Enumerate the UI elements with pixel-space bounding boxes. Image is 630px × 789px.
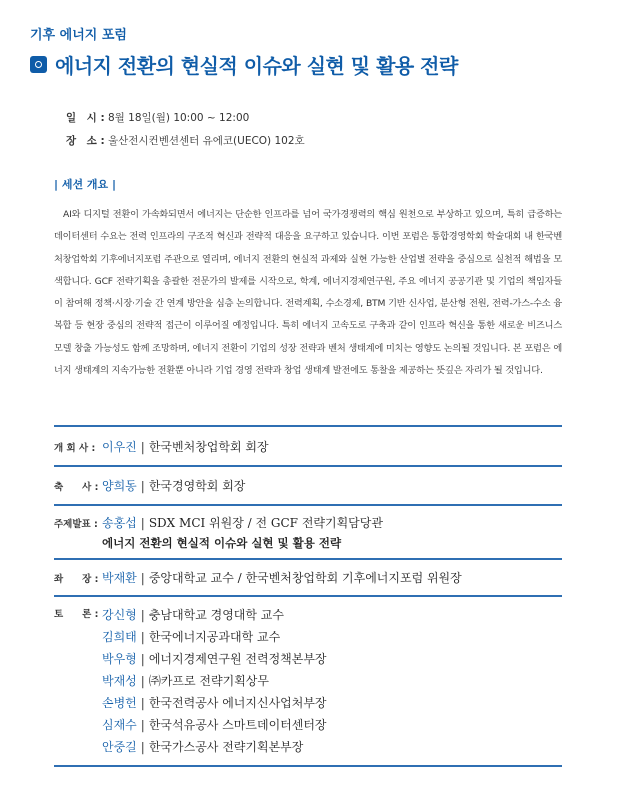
panelist-sep: |: [140, 608, 145, 622]
forum-category: 기후 에너지 포럼: [30, 28, 127, 43]
panel-member: [102, 672, 269, 689]
panelist-sep: |: [140, 740, 145, 754]
panelist-affiliation: 충남대학교 경영대학 교수: [148, 608, 284, 622]
host-role: 개 회 사 :: [54, 443, 96, 454]
panelist-affiliation: 한국가스공사 전략기획본부장: [148, 740, 304, 754]
panelist-sep: |: [140, 630, 145, 644]
panel-member: [102, 716, 327, 733]
panelist-name: 박우형: [102, 652, 137, 666]
chair-name: 박재환: [102, 571, 137, 585]
congrats-sep: |: [140, 479, 145, 493]
chair-sep: |: [140, 571, 145, 585]
keynote-role: 주제발표 :: [54, 519, 98, 530]
keynote-sep: |: [140, 516, 145, 530]
panelist-name: 안중길: [102, 740, 137, 754]
overview-text: AI와 디지털 전환이 가속화되면서 에너지는 단순한 인프라를 넘어 국가경쟁력의 핵심 원천으로 부상하고 있으며, 특히 급증하는 데이터센터 수요는 전력 인프라의 구조적 혁신과 전략적 대응을 요구하고 있습니다. 이번 포럼은 통합경영학회 학술대회 내 한국벤처창업학회 기후에너지포럼 주관으로 열리며, 에너지 전환의 현실적 과제와 실현 가능한 산업별 전략을 중심으로 실천적 해법을 모색합니다. GCF 전략기획을 총괄한 전문가의 발제를 시작으로, 학계, 에너지경제연구원, 주요 에너지 공공기관 및 기업의 책임자들이 참여해 정책·시장·기술 간 연계 방안을 심층 논의합니다. 전력계획, 수소경제, BTM 기반 신사업, 분산형 전원, 전력-가스-수소 융복합 등 현장 중심의 전략적 접근이 이루어질 예정입니다. 특히 에너지 고속도로 구축과 같이 인프라 혁신을 통한 새로운 비즈니스 모델 창출 가능성도 함께 조망하며, 에너지 전환이 기업의 성장 전략과 벤처 생태계에 미치는 영향도 논의될 것입니다. 본 포럼은 에너지 생태계의 지속가능한 전환뿐 아니라 기업 경영 전략과 창업 생태계 발전에도 통찰을 제공하는 뜻깊은 자리가 될 것입니다.: [54, 209, 562, 377]
congrats-role: 축 사 :: [54, 482, 99, 493]
event-venue: [66, 133, 305, 148]
chair-affiliation: 중앙대학교 교수 / 한국벤처창업학회 기후에너지포럼 위원장: [148, 571, 462, 585]
divider: [54, 558, 562, 560]
panelist-name: 강신형: [102, 608, 137, 622]
keynote-name: 송홍섭: [102, 516, 137, 530]
panelist-sep: |: [140, 696, 145, 710]
panelist-affiliation: 에너지경제연구원 전력정책본부장: [148, 652, 327, 666]
event-date: [66, 110, 249, 125]
keynote-row: [54, 514, 383, 531]
keynote-topic: 에너지 전환의 현실적 이슈와 실현 및 활용 전략: [102, 536, 342, 550]
host-name: 이우진: [102, 440, 137, 454]
panelist-name: 김희태: [102, 630, 137, 644]
date-label: 일 시 :: [66, 112, 105, 124]
panelist-name: 박재성: [102, 674, 137, 688]
congrats-row: [54, 477, 245, 494]
venue-value: 울산전시컨벤션센터 유에코(UECO) 102호: [107, 135, 305, 147]
divider: [54, 765, 562, 767]
divider: [54, 595, 562, 597]
chair-role: 좌 장 :: [54, 574, 99, 585]
panel-member: [102, 738, 303, 755]
panelist-sep: |: [140, 718, 145, 732]
title-row: [30, 50, 458, 79]
divider: [54, 504, 562, 506]
keynote-affiliation: SDX MCI 위원장 / 전 GCF 전략기획담당관: [148, 516, 383, 530]
chair-row: [54, 569, 462, 586]
panel-member: [102, 650, 327, 667]
panelist-sep: |: [140, 674, 145, 688]
host-sep: |: [140, 440, 145, 454]
bullet-icon: [30, 56, 47, 73]
panelist-affiliation: ㈜카프로 전략기획상무: [148, 674, 269, 688]
divider: [54, 465, 562, 467]
host-row: [54, 438, 269, 455]
date-value: 8월 18일(월) 10:00 ~ 12:00: [107, 112, 250, 124]
panelist-name: 손병헌: [102, 696, 137, 710]
panelist-affiliation: 한국석유공사 스마트데이터센터장: [148, 718, 327, 732]
congrats-affiliation: 한국경영학회 회장: [148, 479, 246, 493]
host-affiliation: 한국벤처창업학회 회장: [148, 440, 269, 454]
panel-member: [102, 606, 284, 623]
panel-member: [102, 628, 280, 645]
divider: [54, 425, 562, 427]
venue-label: 장 소 :: [66, 135, 105, 147]
panelist-affiliation: 한국에너지공과대학 교수: [148, 630, 281, 644]
page-title: 에너지 전환의 현실적 이슈와 실현 및 활용 전략: [55, 54, 458, 78]
panelist-affiliation: 한국전력공사 에너지신사업처부장: [148, 696, 327, 710]
overview-label: | 세션 개요 |: [54, 178, 117, 191]
panel-role: 토 론 :: [54, 609, 99, 620]
panel-member: [102, 694, 327, 711]
panel-row: [54, 606, 102, 620]
panelist-sep: |: [140, 652, 145, 666]
panelist-name: 심재수: [102, 718, 137, 732]
congrats-name: 양희동: [102, 479, 137, 493]
